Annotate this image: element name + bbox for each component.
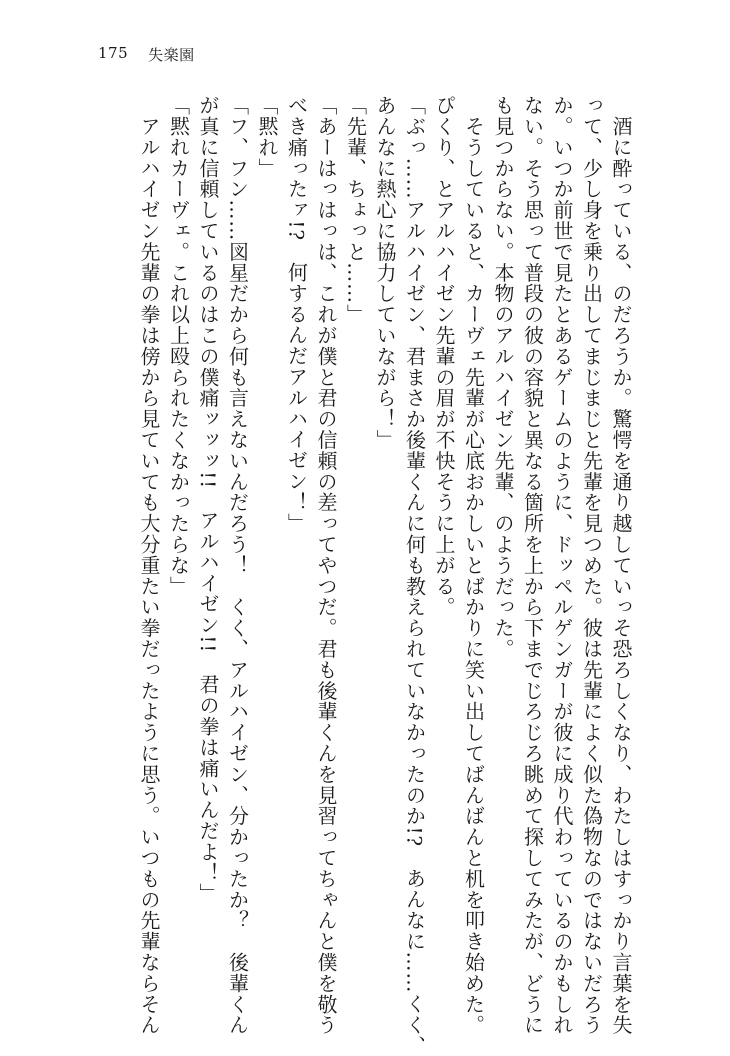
page-header [98, 44, 195, 65]
book-title: 失楽園 [148, 46, 195, 64]
text-line: ぴくり、とアルハイゼン先輩の眉が不快そうに上がる。 [432, 95, 456, 618]
text-line: 「黙れ」 [255, 95, 279, 179]
text-line: 「先輩、ちょっと……」 [343, 95, 368, 325]
text-line: あんなに熱心に協力していながら！」 [373, 95, 397, 451]
text-line: 「フ、フン……図星だから何も言えないんだろう！ くく、アルハイゼン、分かったか？ 後輩くん [225, 95, 250, 1036]
page-number: 175 [98, 44, 129, 62]
text-line: べき痛ったァ!? 何するんだアルハイゼン！」 [284, 95, 309, 534]
text-line: アルハイゼン先輩の拳は傍から見ていても大分重たい拳だったように思う。いつもの先輩ならそん [137, 95, 161, 1036]
text-line: って、少し身を乗り出してまじまじと先輩を見つめた。彼は先輩によく似た偽物なのではないだろう [579, 95, 604, 1036]
text-line: 「黙れカーヴェ。これ以上殴られたくなかったらな」 [166, 95, 191, 597]
body-text [134, 95, 636, 1056]
text-line: が真に信頼しているのはこの僕痛ッッッ!! アルハイゼン!! 君の拳は痛いんだよ！」 [196, 95, 220, 905]
text-line: 「あーはっはっは、これが僕と君の信頼の差ってやつだ。君も後輩くんを見習ってちゃんと僕を敬う [314, 95, 338, 1036]
text-line: 「ぶっ……アルハイゼン、君まさか後輩くんに何も教えられていなかったのか!? あんなに……くく、 [402, 95, 427, 1056]
text-line: そうしていると、カーヴェ先輩が心底おかしいとばかりに笑い出してばんばんと机を叩き始めた。 [461, 95, 486, 1036]
text-line: 酒に酔っている、のだろうか。驚愕を通り越していっそ恐ろしくなり、わたしはすっかり言葉を失 [609, 95, 633, 1036]
text-line: ない。そう思って普段の彼の容貌と異なる箇所を上から下までじろじろ眺めて探してみたが、どうに [520, 95, 545, 1036]
text-line: も見つからない。本物のアルハイゼン先輩、のようだった。 [491, 95, 515, 660]
text-line: か。いつか前世で見たとあるゲームのように、ドッペルゲンガーが彼に成り代わっているのかもしれ [550, 95, 574, 1036]
